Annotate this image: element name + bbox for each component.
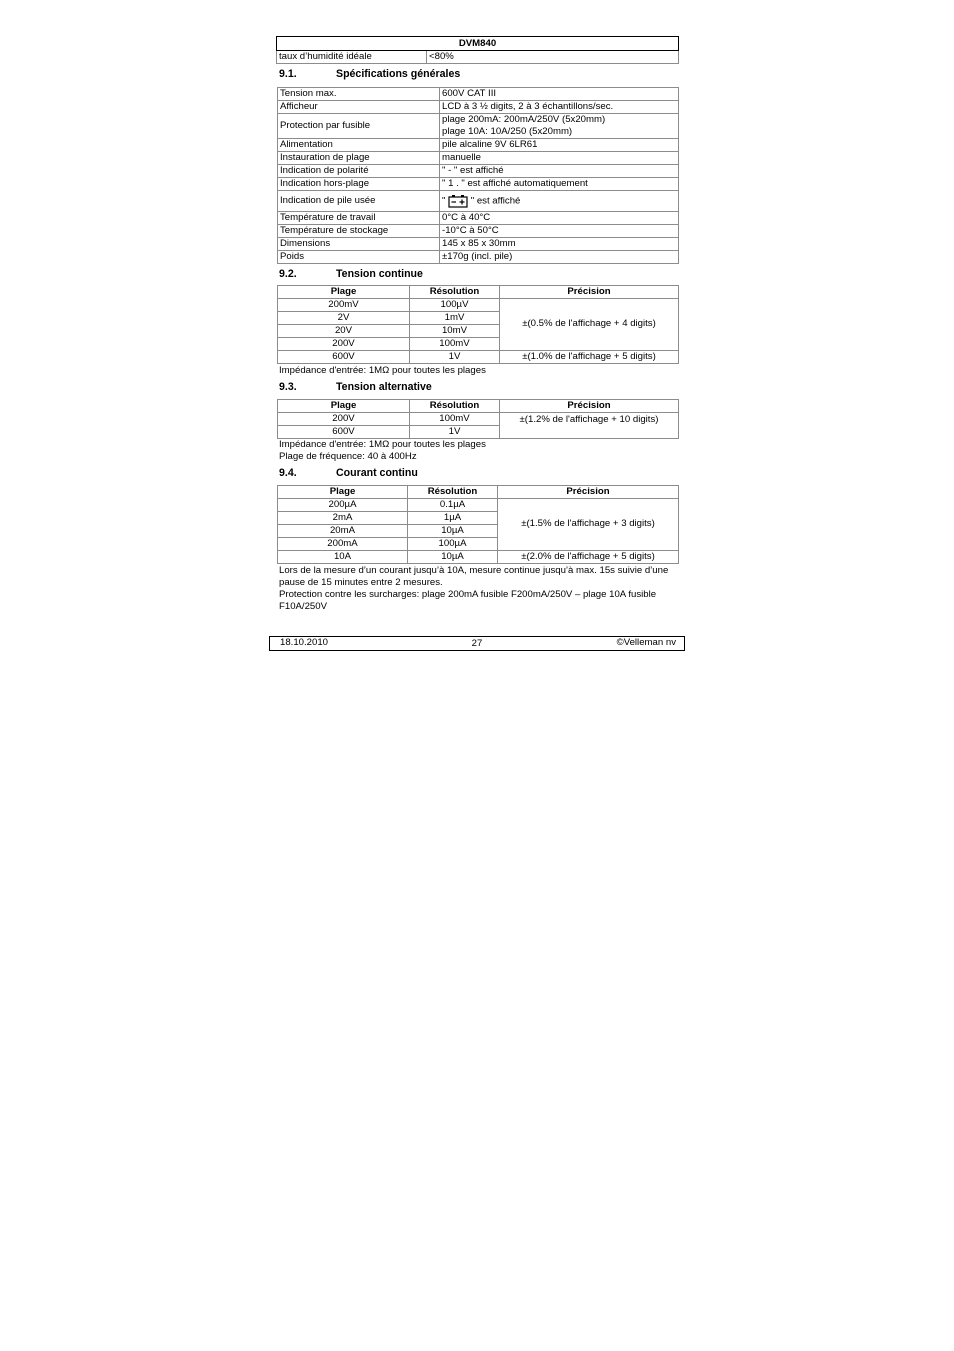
section-heading-dc-current [279,467,418,480]
resolution-cell: 1V [410,425,500,438]
spec-value: 600V CAT III [440,88,679,101]
general-specs-table [277,87,679,264]
table-header-row [278,286,679,299]
table-row [278,550,679,563]
range-cell: 10A [278,550,408,563]
resolution-cell: 10µA [408,550,498,563]
spec-row [278,101,679,114]
spec-row [278,178,679,191]
spec-value-line: plage 200mA: 200mA/250V (5x20mm) [442,114,606,125]
spec-label: Poids [278,251,440,264]
precision-cell: ±(1.5% de l'affichage + 3 digits) [498,498,679,550]
spec-row [278,225,679,238]
humidity-value: <80% [427,51,679,64]
spec-label: Indication hors-plage [278,178,440,191]
resolution-cell: 100µV [410,298,500,311]
column-header-precision: Précision [500,286,679,299]
spec-label: Indication de pile usée [278,191,440,212]
measurement-duration-paragraph: Lors de la mesure d’un courant jusqu’à 10A, mesure continue jusqu’à max. 15s suivie d’une pause de 15 minutes entre 2 mesures. [279,565,669,588]
spec-value: 0°C à 40°C [440,212,679,225]
resolution-cell: 1V [410,350,500,363]
dc-voltage-impedance-note: Impédance d'entrée: 1MΩ pour toutes les plages [279,365,486,376]
battery-icon [448,194,468,208]
header-table [276,36,679,64]
spec-row [278,139,679,152]
range-cell: 200µA [278,498,408,511]
ac-voltage-impedance-note: Impédance d'entrée: 1MΩ pour toutes les plages [279,439,486,450]
resolution-cell: 1mV [410,311,500,324]
table-row [278,350,679,363]
range-cell: 600V [278,425,410,438]
spec-label: Température de travail [278,212,440,225]
range-cell: 200V [278,412,410,425]
spec-row [278,88,679,101]
precision-cell: ±(2.0% de l'affichage + 5 digits) [498,550,679,563]
spec-row [278,165,679,178]
section-number: 9.1. [279,68,297,80]
resolution-cell: 100mV [410,337,500,350]
spec-value: pile alcaline 9V 6LR61 [440,139,679,152]
spec-label: Protection par fusible [278,114,440,139]
overload-protection-paragraph: Protection contre les surcharges: plage 200mA fusible F200mA/250V – plage 10A fusible F10A/250V [279,589,657,612]
resolution-cell: 0.1µA [408,498,498,511]
spec-label: Alimentation [278,139,440,152]
ac-frequency-range-note: Plage de fréquence: 40 à 400Hz [279,451,417,462]
spec-label: Afficheur [278,101,440,114]
spec-value: manuelle [440,152,679,165]
spec-label: Indication de polarité [278,165,440,178]
range-cell: 2mA [278,511,408,524]
dc-voltage-table [277,285,679,364]
spec-label: Tension max. [278,88,440,101]
spec-value: " - " est affiché [440,165,679,178]
table-header-row [278,486,679,499]
column-header-resolution: Résolution [410,400,500,413]
range-cell: 200mA [278,537,408,550]
column-header-plage: Plage [278,286,410,299]
table-header-row [278,400,679,413]
footer-copyright: ©Velleman nv [616,637,676,648]
spec-value [440,114,679,139]
page-footer [269,636,685,651]
table-row [278,298,679,311]
spec-value: 145 x 85 x 30mm [440,238,679,251]
resolution-cell: 100mV [410,412,500,425]
column-header-precision: Précision [498,486,679,499]
section-number: 9.3. [279,381,297,393]
spec-value: LCD à 3 ½ digits, 2 à 3 échantillons/sec. [440,101,679,114]
range-cell: 20mA [278,524,408,537]
quote-mark: " [442,195,446,207]
range-cell: 20V [278,324,410,337]
table-row [278,412,679,425]
humidity-label: taux d’humidité idéale [277,51,427,64]
ac-voltage-table [277,399,679,439]
column-header-precision: Précision [500,400,679,413]
column-header-resolution: Résolution [408,486,498,499]
dc-current-table [277,485,679,564]
spec-row [278,238,679,251]
spec-value: -10°C à 50°C [440,225,679,238]
range-cell: 600V [278,350,410,363]
spec-row [278,152,679,165]
spec-label: Instauration de plage [278,152,440,165]
range-cell: 2V [278,311,410,324]
spec-value: ±170g (incl. pile) [440,251,679,264]
section-title: Tension alternative [336,381,432,393]
page-number: 27 [471,638,483,649]
product-title: DVM840 [277,37,679,51]
spec-label: Dimensions [278,238,440,251]
section-number: 9.4. [279,467,297,479]
section-title: Courant continu [336,467,418,479]
section-title: Spécifications générales [336,68,461,80]
range-cell: 200V [278,337,410,350]
section-title: Tension continue [336,268,423,280]
column-header-plage: Plage [278,400,410,413]
resolution-cell: 1µA [408,511,498,524]
spec-row [278,251,679,264]
resolution-cell: 100µA [408,537,498,550]
section-number: 9.2. [279,268,297,280]
resolution-cell: 10µA [408,524,498,537]
table-row [278,498,679,511]
spec-row [278,212,679,225]
spec-row [278,191,679,212]
spec-value: " 1 . " est affiché automatiquement [440,178,679,191]
range-cell: 200mV [278,298,410,311]
spec-row [278,114,679,139]
spec-value [440,191,679,212]
precision-cell: ±(1.0% de l'affichage + 5 digits) [500,350,679,363]
column-header-resolution: Résolution [410,286,500,299]
battery-indicator-text: " est affiché [470,195,521,207]
column-header-plage: Plage [278,486,408,499]
precision-cell: ±(0.5% de l'affichage + 4 digits) [500,298,679,350]
section-heading-general [279,68,460,81]
section-heading-ac-voltage [279,381,432,394]
resolution-cell: 10mV [410,324,500,337]
precision-cell: ±(1.2% de l'affichage + 10 digits) [500,412,679,438]
section-heading-dc-voltage [279,268,423,281]
footer-date: 18.10.2010 [280,637,329,648]
spec-label: Température de stockage [278,225,440,238]
spec-value-line: plage 10A: 10A/250 (5x20mm) [442,126,573,137]
